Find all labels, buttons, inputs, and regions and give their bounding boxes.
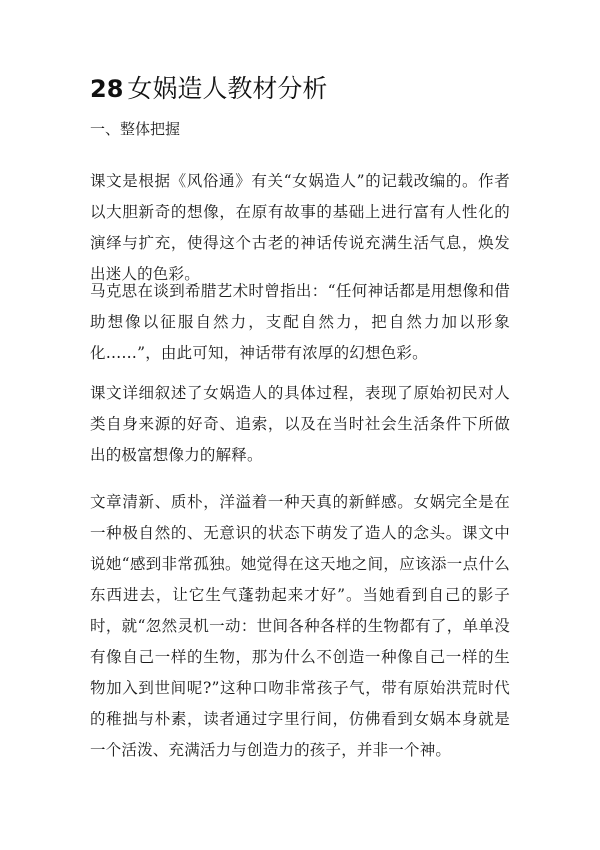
paragraph-3: 课文详细叙述了女娲造人的具体过程，表现了原始初民对人类自身来源的好奇、追索，以及在当时社会生活条件下所做出的极富想像力的解释。 <box>90 384 510 464</box>
paragraph-4: 文章清新、质朴，洋溢着一种天真的新鲜感。女娲完全是在一种极自然的、无意识的状态下萌发了造人的念头。课文中说她“感到非常孤独。她觉得在这天地之间，应该添一点什么东西进去，让它生气蓬勃起来才好”。当她看到自己的影子时，就“忽然灵机一动：世间各种各样的生物都有了，单单没有像自己一样的生物，那为什么不创造一种像自己一样的生物加入到世间呢?”这种口吻非常孩子气，带有原始洪荒时代的稚拙与朴素，读者通过字里行间，仿佛看到女娲本身就是一个活泼、充满活力与创造力的孩子，并非一个神。 <box>90 493 510 759</box>
title-number: 28 <box>90 75 124 103</box>
document-title <box>90 72 327 106</box>
title-text: 女娲造人教材分析 <box>127 74 328 103</box>
section-heading: 一、整体把握 <box>90 120 181 138</box>
paragraph-1: 课文是根据《风俗通》有关“女娲造人”的记载改编的。作者以大胆新奇的想像，在原有故事的基础上进行富有人性化的演绎与扩充，使得这个古老的神话传说充满生活气息，焕发出迷人的色彩。 <box>90 172 510 283</box>
paragraph-2: 马克思在谈到希腊艺术时曾指出：“任何神话都是用想像和借助想像以征服自然力，支配自然力，把自然力加以形象化……”，由此可知，神话带有浓厚的幻想色彩。 <box>90 282 510 362</box>
